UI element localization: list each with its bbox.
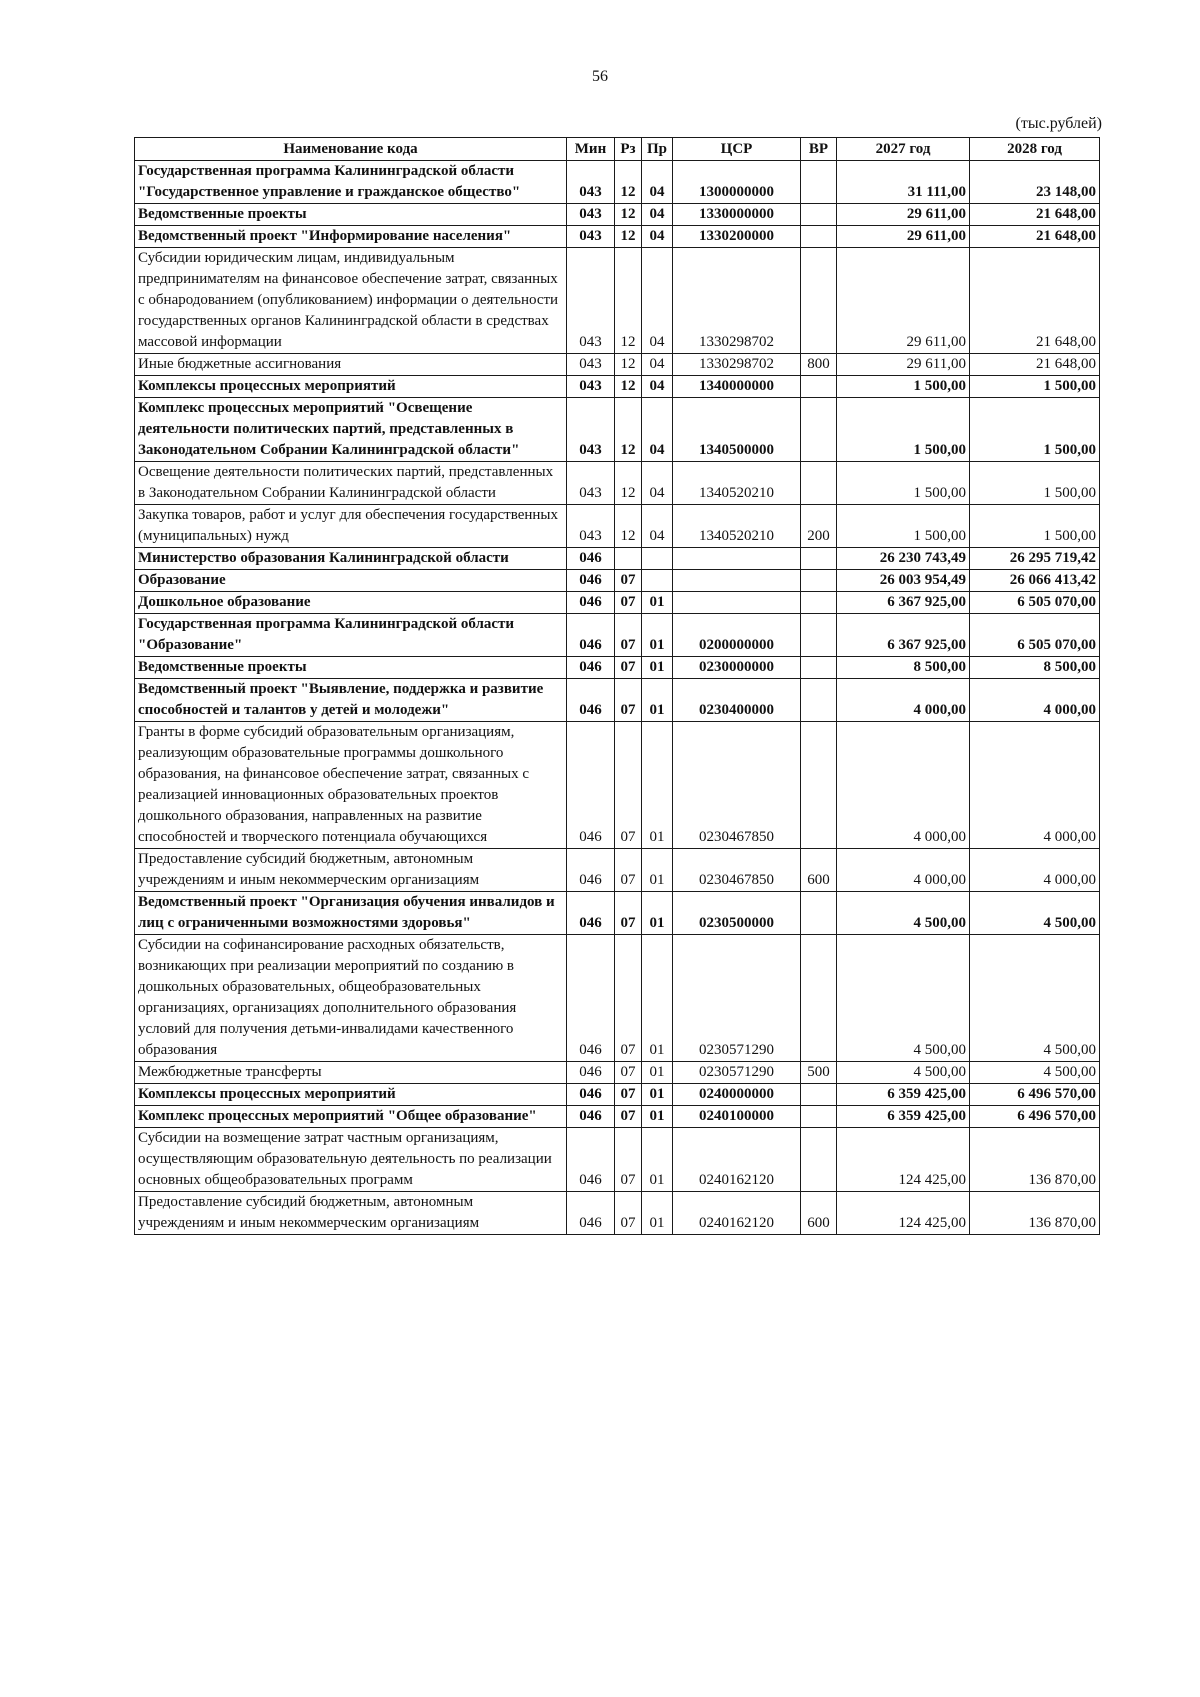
- cell-min: 046: [567, 592, 615, 614]
- cell-rz: 12: [615, 398, 642, 462]
- cell-min: 043: [567, 354, 615, 376]
- cell-vr: [801, 1084, 837, 1106]
- cell-pr: [642, 570, 673, 592]
- cell-2028: 4 000,00: [970, 679, 1100, 722]
- cell-name: Предоставление субсидий бюджетным, автономным учреждениям и иным некоммерческим организациям: [135, 1192, 567, 1235]
- cell-pr: 01: [642, 935, 673, 1062]
- cell-vr: [801, 548, 837, 570]
- cell-pr: 04: [642, 462, 673, 505]
- cell-rz: 07: [615, 657, 642, 679]
- cell-csr: 1340000000: [673, 376, 801, 398]
- cell-csr: 1300000000: [673, 161, 801, 204]
- cell-2027: 8 500,00: [837, 657, 970, 679]
- cell-2027: 26 230 743,49: [837, 548, 970, 570]
- header-csr: ЦСР: [673, 138, 801, 161]
- cell-2028: 6 496 570,00: [970, 1106, 1100, 1128]
- cell-csr: 1340520210: [673, 462, 801, 505]
- header-2028: 2028 год: [970, 138, 1100, 161]
- cell-name: Межбюджетные трансферты: [135, 1062, 567, 1084]
- table-row: [135, 722, 1100, 849]
- cell-2027: 4 500,00: [837, 935, 970, 1062]
- cell-min: 046: [567, 570, 615, 592]
- table-row: [135, 592, 1100, 614]
- cell-2028: 26 066 413,42: [970, 570, 1100, 592]
- cell-csr: 1330298702: [673, 248, 801, 354]
- table-row: [135, 679, 1100, 722]
- cell-2027: 29 611,00: [837, 226, 970, 248]
- cell-name: Иные бюджетные ассигнования: [135, 354, 567, 376]
- cell-name: Предоставление субсидий бюджетным, автономным учреждениям и иным некоммерческим организациям: [135, 849, 567, 892]
- cell-csr: 0240162120: [673, 1192, 801, 1235]
- table-row: [135, 1062, 1100, 1084]
- cell-name: Комплекс процессных мероприятий "Освещение деятельности политических партий, представленных в Законодательном Собрании Калининградской области": [135, 398, 567, 462]
- cell-pr: 01: [642, 722, 673, 849]
- cell-rz: 07: [615, 679, 642, 722]
- cell-name: Субсидии на софинансирование расходных обязательств, возникающих при реализации мероприятий по созданию в дошкольных образовательных, общеобразовательных организациях, организациях дополнительного образования условий для получения детьми-инвалидами качественного образования: [135, 935, 567, 1062]
- cell-name: Субсидии юридическим лицам, индивидуальным предпринимателям на финансовое обеспечение затрат, связанных с обнародованием (опубликованием) информации о деятельности государственных органов Калининградской области в средствах массовой информации: [135, 248, 567, 354]
- table-row: [135, 1128, 1100, 1192]
- cell-name: Субсидии на возмещение затрат частным организациям, осуществляющим образовательную деятельность по реализации основных общеобразовательных программ: [135, 1128, 567, 1192]
- cell-vr: [801, 614, 837, 657]
- cell-2028: 1 500,00: [970, 505, 1100, 548]
- cell-2028: 21 648,00: [970, 204, 1100, 226]
- cell-2028: 1 500,00: [970, 462, 1100, 505]
- cell-2028: 4 500,00: [970, 1062, 1100, 1084]
- cell-min: 046: [567, 1192, 615, 1235]
- cell-pr: 04: [642, 161, 673, 204]
- table-row: [135, 505, 1100, 548]
- cell-csr: 0230571290: [673, 1062, 801, 1084]
- cell-vr: [801, 592, 837, 614]
- cell-name: Государственная программа Калининградской области "Государственное управление и гражданское общество": [135, 161, 567, 204]
- table-row: [135, 548, 1100, 570]
- cell-vr: [801, 376, 837, 398]
- cell-vr: 600: [801, 1192, 837, 1235]
- cell-2027: 1 500,00: [837, 398, 970, 462]
- units-label: (тыс.рублей): [1015, 115, 1102, 132]
- cell-rz: 07: [615, 849, 642, 892]
- cell-2028: 23 148,00: [970, 161, 1100, 204]
- cell-min: 043: [567, 398, 615, 462]
- cell-vr: [801, 657, 837, 679]
- cell-vr: [801, 935, 837, 1062]
- cell-min: 046: [567, 548, 615, 570]
- cell-2027: 29 611,00: [837, 204, 970, 226]
- cell-2027: 6 367 925,00: [837, 614, 970, 657]
- cell-2027: 4 000,00: [837, 722, 970, 849]
- cell-2027: 4 000,00: [837, 679, 970, 722]
- cell-name: Ведомственные проекты: [135, 204, 567, 226]
- cell-vr: [801, 1106, 837, 1128]
- table-row: [135, 849, 1100, 892]
- cell-2027: 4 000,00: [837, 849, 970, 892]
- cell-rz: 07: [615, 1062, 642, 1084]
- cell-name: Ведомственный проект "Организация обучения инвалидов и лиц с ограниченными возможностями здоровья": [135, 892, 567, 935]
- cell-vr: [801, 892, 837, 935]
- cell-rz: 07: [615, 722, 642, 849]
- cell-name: Комплекс процессных мероприятий "Общее образование": [135, 1106, 567, 1128]
- cell-name: Ведомственный проект "Выявление, поддержка и развитие способностей и талантов у детей и молодежи": [135, 679, 567, 722]
- cell-csr: 1330000000: [673, 204, 801, 226]
- cell-min: 043: [567, 376, 615, 398]
- cell-name: Министерство образования Калининградской области: [135, 548, 567, 570]
- cell-vr: [801, 722, 837, 849]
- cell-2027: 124 425,00: [837, 1192, 970, 1235]
- cell-csr: 0230571290: [673, 935, 801, 1062]
- cell-pr: [642, 548, 673, 570]
- cell-2028: 6 496 570,00: [970, 1084, 1100, 1106]
- cell-csr: [673, 570, 801, 592]
- cell-2027: 26 003 954,49: [837, 570, 970, 592]
- cell-vr: [801, 248, 837, 354]
- cell-rz: 07: [615, 1192, 642, 1235]
- cell-name: Ведомственный проект "Информирование населения": [135, 226, 567, 248]
- cell-min: 043: [567, 226, 615, 248]
- cell-pr: 04: [642, 398, 673, 462]
- table-row: [135, 376, 1100, 398]
- cell-2028: 1 500,00: [970, 398, 1100, 462]
- cell-vr: [801, 226, 837, 248]
- cell-csr: 0230467850: [673, 722, 801, 849]
- budget-table: [134, 137, 1100, 1235]
- table-row: [135, 935, 1100, 1062]
- cell-min: 046: [567, 614, 615, 657]
- cell-pr: 01: [642, 592, 673, 614]
- cell-csr: 0240162120: [673, 1128, 801, 1192]
- table-body: [135, 161, 1100, 1235]
- table-row: [135, 614, 1100, 657]
- cell-pr: 04: [642, 248, 673, 354]
- cell-pr: 01: [642, 614, 673, 657]
- cell-pr: 04: [642, 354, 673, 376]
- table-row: [135, 161, 1100, 204]
- table-row: [135, 892, 1100, 935]
- cell-name: Комплексы процессных мероприятий: [135, 1084, 567, 1106]
- cell-rz: 12: [615, 248, 642, 354]
- cell-pr: 01: [642, 849, 673, 892]
- cell-csr: 1330298702: [673, 354, 801, 376]
- cell-vr: [801, 204, 837, 226]
- cell-vr: [801, 161, 837, 204]
- cell-min: 046: [567, 657, 615, 679]
- table-row: [135, 570, 1100, 592]
- cell-2027: 6 359 425,00: [837, 1084, 970, 1106]
- cell-name: Дошкольное образование: [135, 592, 567, 614]
- cell-2028: 21 648,00: [970, 248, 1100, 354]
- cell-pr: 04: [642, 226, 673, 248]
- cell-csr: 0230467850: [673, 849, 801, 892]
- cell-min: 043: [567, 462, 615, 505]
- cell-2027: 1 500,00: [837, 462, 970, 505]
- page-number: 56: [592, 68, 608, 85]
- table-row: [135, 1084, 1100, 1106]
- cell-csr: 1340500000: [673, 398, 801, 462]
- cell-pr: 04: [642, 505, 673, 548]
- cell-min: 046: [567, 679, 615, 722]
- header-min: Мин: [567, 138, 615, 161]
- header-pr: Пр: [642, 138, 673, 161]
- table-row: [135, 1192, 1100, 1235]
- cell-name: Освещение деятельности политических партий, представленных в Законодательном Собрании Калининградской области: [135, 462, 567, 505]
- cell-min: 043: [567, 204, 615, 226]
- cell-2028: 21 648,00: [970, 354, 1100, 376]
- cell-csr: 1330200000: [673, 226, 801, 248]
- cell-pr: 01: [642, 1084, 673, 1106]
- cell-2028: 1 500,00: [970, 376, 1100, 398]
- cell-2028: 26 295 719,42: [970, 548, 1100, 570]
- cell-2028: 8 500,00: [970, 657, 1100, 679]
- cell-vr: [801, 1128, 837, 1192]
- table-header-row: [135, 138, 1100, 161]
- table-row: [135, 248, 1100, 354]
- cell-vr: [801, 398, 837, 462]
- cell-min: 043: [567, 505, 615, 548]
- cell-csr: 0230000000: [673, 657, 801, 679]
- cell-rz: 07: [615, 935, 642, 1062]
- cell-2027: 1 500,00: [837, 376, 970, 398]
- cell-vr: 200: [801, 505, 837, 548]
- cell-rz: 07: [615, 1084, 642, 1106]
- header-2027: 2027 год: [837, 138, 970, 161]
- cell-min: 046: [567, 722, 615, 849]
- header-rz: Рз: [615, 138, 642, 161]
- cell-2028: 4 500,00: [970, 892, 1100, 935]
- cell-2027: 4 500,00: [837, 1062, 970, 1084]
- cell-name: Закупка товаров, работ и услуг для обеспечения государственных (муниципальных) нужд: [135, 505, 567, 548]
- cell-pr: 01: [642, 892, 673, 935]
- cell-name: Ведомственные проекты: [135, 657, 567, 679]
- cell-rz: 07: [615, 1128, 642, 1192]
- cell-pr: 01: [642, 1128, 673, 1192]
- cell-rz: 12: [615, 354, 642, 376]
- cell-rz: 07: [615, 1106, 642, 1128]
- cell-pr: 01: [642, 1062, 673, 1084]
- cell-rz: 12: [615, 462, 642, 505]
- cell-2027: 29 611,00: [837, 248, 970, 354]
- cell-pr: 04: [642, 204, 673, 226]
- cell-min: 046: [567, 892, 615, 935]
- cell-vr: [801, 462, 837, 505]
- cell-csr: 0200000000: [673, 614, 801, 657]
- table-row: [135, 398, 1100, 462]
- cell-min: 046: [567, 1106, 615, 1128]
- cell-rz: 12: [615, 505, 642, 548]
- cell-pr: 01: [642, 1106, 673, 1128]
- cell-vr: [801, 570, 837, 592]
- header-name: Наименование кода: [135, 138, 567, 161]
- cell-name: Комплексы процессных мероприятий: [135, 376, 567, 398]
- cell-min: 046: [567, 1084, 615, 1106]
- cell-rz: 07: [615, 892, 642, 935]
- cell-2028: 4 500,00: [970, 935, 1100, 1062]
- cell-csr: 1340520210: [673, 505, 801, 548]
- table-row: [135, 204, 1100, 226]
- cell-rz: 12: [615, 226, 642, 248]
- cell-2028: 136 870,00: [970, 1128, 1100, 1192]
- cell-min: 046: [567, 849, 615, 892]
- cell-csr: 0230500000: [673, 892, 801, 935]
- cell-pr: 01: [642, 679, 673, 722]
- cell-min: 043: [567, 248, 615, 354]
- cell-rz: 07: [615, 614, 642, 657]
- cell-2028: 4 000,00: [970, 849, 1100, 892]
- table-row: [135, 354, 1100, 376]
- cell-name: Государственная программа Калининградской области "Образование": [135, 614, 567, 657]
- table-row: [135, 226, 1100, 248]
- cell-csr: [673, 548, 801, 570]
- cell-vr: 800: [801, 354, 837, 376]
- cell-csr: 0230400000: [673, 679, 801, 722]
- cell-min: 046: [567, 1062, 615, 1084]
- cell-pr: 04: [642, 376, 673, 398]
- cell-rz: 07: [615, 592, 642, 614]
- cell-2028: 21 648,00: [970, 226, 1100, 248]
- cell-csr: 0240000000: [673, 1084, 801, 1106]
- cell-2027: 124 425,00: [837, 1128, 970, 1192]
- cell-name: Образование: [135, 570, 567, 592]
- cell-pr: 01: [642, 657, 673, 679]
- cell-2027: 29 611,00: [837, 354, 970, 376]
- cell-2027: 31 111,00: [837, 161, 970, 204]
- cell-rz: [615, 548, 642, 570]
- cell-2028: 6 505 070,00: [970, 592, 1100, 614]
- cell-vr: 500: [801, 1062, 837, 1084]
- cell-rz: 12: [615, 204, 642, 226]
- cell-min: 046: [567, 935, 615, 1062]
- cell-2027: 6 359 425,00: [837, 1106, 970, 1128]
- cell-csr: 0240100000: [673, 1106, 801, 1128]
- cell-name: Гранты в форме субсидий образовательным организациям, реализующим образовательные программы дошкольного образования, на финансовое обеспечение затрат, связанных с реализацией инновационных образовательных проектов дошкольного образования, направленных на развитие способностей и творческого потенциала обучающихся: [135, 722, 567, 849]
- cell-2027: 4 500,00: [837, 892, 970, 935]
- cell-rz: 12: [615, 376, 642, 398]
- cell-2028: 136 870,00: [970, 1192, 1100, 1235]
- table-row: [135, 462, 1100, 505]
- cell-pr: 01: [642, 1192, 673, 1235]
- cell-2028: 4 000,00: [970, 722, 1100, 849]
- cell-vr: 600: [801, 849, 837, 892]
- cell-rz: 07: [615, 570, 642, 592]
- cell-csr: [673, 592, 801, 614]
- table-row: [135, 1106, 1100, 1128]
- table-row: [135, 657, 1100, 679]
- cell-2027: 1 500,00: [837, 505, 970, 548]
- cell-min: 043: [567, 161, 615, 204]
- cell-rz: 12: [615, 161, 642, 204]
- cell-2028: 6 505 070,00: [970, 614, 1100, 657]
- cell-min: 046: [567, 1128, 615, 1192]
- header-vr: ВР: [801, 138, 837, 161]
- cell-vr: [801, 679, 837, 722]
- cell-2027: 6 367 925,00: [837, 592, 970, 614]
